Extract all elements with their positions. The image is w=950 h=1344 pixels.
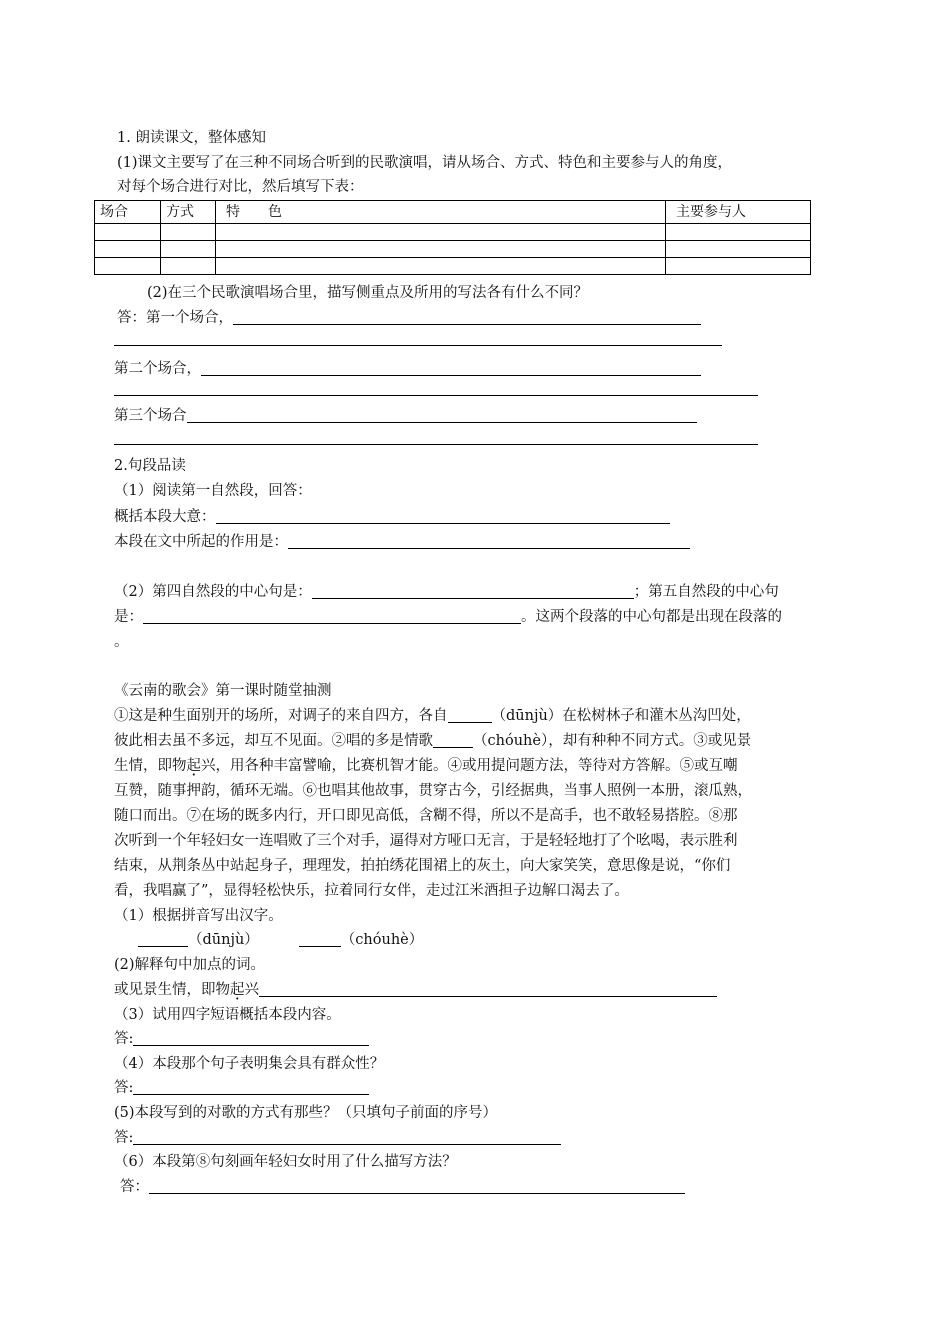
question-1-line2: 对每个场合进行对比，然后填写下表：: [117, 179, 364, 195]
table-header-cell: 主要参与人: [666, 201, 811, 224]
answer-second-scene: [114, 359, 701, 379]
answer-third-scene: [114, 406, 697, 426]
passage-line-1: [114, 706, 751, 726]
answer-label: 答:: [114, 1031, 134, 1047]
section2-question-2-line2: [114, 607, 782, 627]
paragraph5-center-blank[interactable]: [143, 608, 521, 624]
quiz-question-2-answer: [114, 980, 717, 1000]
role-blank[interactable]: [288, 533, 690, 549]
answer-third-blank[interactable]: [187, 407, 697, 423]
table-cell[interactable]: [95, 241, 161, 258]
table-header-cell: 方式: [161, 201, 216, 224]
table-row: [95, 258, 811, 275]
passage-line-7: 结束，从荆条丛中站起身子，理理发，拍拍绣花围裙上的灰土，向大家笑笑，意思像是说，“你们: [114, 858, 731, 874]
answer-label: 答:: [114, 1080, 134, 1096]
answer-first-blank[interactable]: [233, 309, 701, 325]
answer-first-label: 答：第一个场合，: [117, 310, 233, 326]
section1-title: 1. 朗读课文，整体感知: [117, 130, 266, 146]
summary-label: 概括本段大意：: [114, 509, 216, 525]
answer-second-continuation-line[interactable]: [114, 395, 758, 396]
question-2: (2)在三个民歌演唱场合里，描写侧重点及所用的写法各有什么不同？: [147, 285, 589, 301]
summary-answer: [114, 507, 670, 527]
section2-question-2-line3: 。: [114, 634, 129, 650]
pinyin-blank-chouhe[interactable]: [433, 732, 473, 748]
section2-question-2-line1: [114, 582, 779, 602]
role-label: 本段在文中所起的作用是：: [114, 534, 288, 550]
quiz-question-2: (2)解释句中加点的词。: [114, 957, 266, 973]
passage-line-8: 看，我唱赢了”，显得轻松快乐，拉着同行女伴，走过江米酒担子边解口渴去了。: [114, 883, 629, 899]
answer-third-continuation-line[interactable]: [114, 444, 758, 445]
table-row: [95, 224, 811, 241]
table-cell[interactable]: [216, 258, 666, 275]
passage-line-6: 次听到一个年轻妇女一连唱败了三个对手，逼得对方哑口无言，于是轻轻地打了个吆喝，表示胜利: [114, 833, 738, 849]
passage-text: 生情，即: [114, 758, 172, 774]
comparison-table: [94, 200, 811, 275]
pinyin-answer-blank-1[interactable]: [138, 931, 188, 947]
question-1-line1: (1)课文主要写了在三种不同场合听到的民歌演唱，请从场合、方式、特色和主要参与人的角度，: [117, 155, 733, 171]
table-cell[interactable]: [161, 241, 216, 258]
table-cell[interactable]: [666, 241, 811, 258]
paragraph4-center-blank[interactable]: [312, 583, 634, 599]
answer-6-blank[interactable]: [149, 1178, 685, 1194]
pinyin-answer-line: [138, 930, 423, 950]
pinyin-label-1: （dūnjù）: [188, 932, 259, 948]
dotted-word: 物起兴: [172, 758, 216, 774]
passage-text: ①这是种生面别开的场所，对调子的来自四方，各自: [114, 708, 448, 724]
table-cell[interactable]: [161, 258, 216, 275]
answer-5-blank[interactable]: [133, 1129, 561, 1145]
table-row: [95, 241, 811, 258]
quiz-question-6: （6）本段第⑧句刻画年轻妇女时用了什么描写方法？: [114, 1154, 457, 1170]
table-header-cell: 特 色: [216, 201, 666, 224]
table-header-row: [95, 201, 811, 224]
explain-words-blank[interactable]: [259, 981, 717, 997]
table-cell[interactable]: [216, 224, 666, 241]
quiz-question-3: （3）试用四字短语概括本段内容。: [114, 1007, 341, 1023]
passage-text: 彼此相去虽不多远，却互不见面。②唱的多是情歌: [114, 733, 433, 749]
table-cell[interactable]: [161, 224, 216, 241]
passage-text: ，用各种丰富譬喻，比赛机智才能。④或用提问题方法，等待对方答解。⑤或互嘲: [215, 758, 738, 774]
question-2-text-end: 。这两个段落的中心句都是出现在段落的: [521, 609, 782, 625]
passage-line-3: [114, 756, 738, 776]
dotted-word: 物起兴: [215, 982, 259, 998]
section2-title: 2.句段品读: [114, 458, 186, 474]
summary-blank[interactable]: [216, 508, 670, 524]
passage-line-4: 互赞，随事押韵，循环无端。⑥也唱其他故事，贯穿古今，引经据典，当事人照例一本册，滚瓜熟，: [114, 783, 752, 799]
quiz-answer-3: [114, 1029, 369, 1049]
table-cell[interactable]: [666, 224, 811, 241]
answer-label: 答：: [120, 1179, 149, 1195]
question-2-text-shi: 是：: [114, 609, 143, 625]
answer-first-scene: [117, 308, 701, 328]
passage-text: 或见景生情，即: [114, 982, 216, 998]
passage-line-5: 随口而出。⑦在场的既多内行，开口即见高低，含糊不得，所以不是高手，也不敢轻易搭腔。⑧那: [114, 808, 738, 824]
pinyin-answer-blank-2[interactable]: [299, 931, 341, 947]
answer-third-label: 第三个场合: [114, 408, 187, 424]
quiz-question-4: （4）本段那个句子表明集会具有群众性？: [114, 1056, 385, 1072]
passage-text: （chóuhè），却有种种不同方式。③或见景: [473, 733, 752, 749]
answer-second-label: 第二个场合，: [114, 361, 201, 377]
table-cell[interactable]: [95, 224, 161, 241]
passage-line-2: [114, 731, 751, 751]
quiz-answer-5: [114, 1128, 561, 1148]
pinyin-blank-dunju[interactable]: [448, 707, 492, 723]
table-cell[interactable]: [666, 258, 811, 275]
answer-3-blank[interactable]: [133, 1030, 369, 1046]
pinyin-label-2: （chóuhè）: [340, 932, 424, 948]
answer-label: 答:: [114, 1130, 134, 1146]
quiz-title: 《云南的歌会》第一课时随堂抽测: [114, 683, 332, 699]
answer-first-continuation-line[interactable]: [114, 345, 722, 346]
answer-4-blank[interactable]: [133, 1079, 369, 1095]
quiz-answer-4: [114, 1078, 369, 1098]
section2-question-1: （1）阅读第一自然段，回答：: [114, 483, 312, 499]
question-2-text: （2）第四自然段的中心句是：: [114, 584, 312, 600]
answer-second-blank[interactable]: [201, 360, 701, 376]
table-cell[interactable]: [95, 258, 161, 275]
role-answer: [114, 532, 690, 552]
quiz-question-1: （1）根据拼音写出汉字。: [114, 908, 283, 924]
table-header-cell: 场合: [95, 201, 161, 224]
table-cell[interactable]: [216, 241, 666, 258]
question-2-text-continued: ；第五自然段的中心句: [633, 584, 779, 600]
quiz-answer-6: [120, 1177, 685, 1197]
passage-text: （dūnjù）在松树林子和灌木丛沟凹处，: [491, 708, 751, 724]
quiz-question-5: (5)本段写到的对歌的方式有那些？（只填句子前面的序号）: [114, 1105, 498, 1121]
